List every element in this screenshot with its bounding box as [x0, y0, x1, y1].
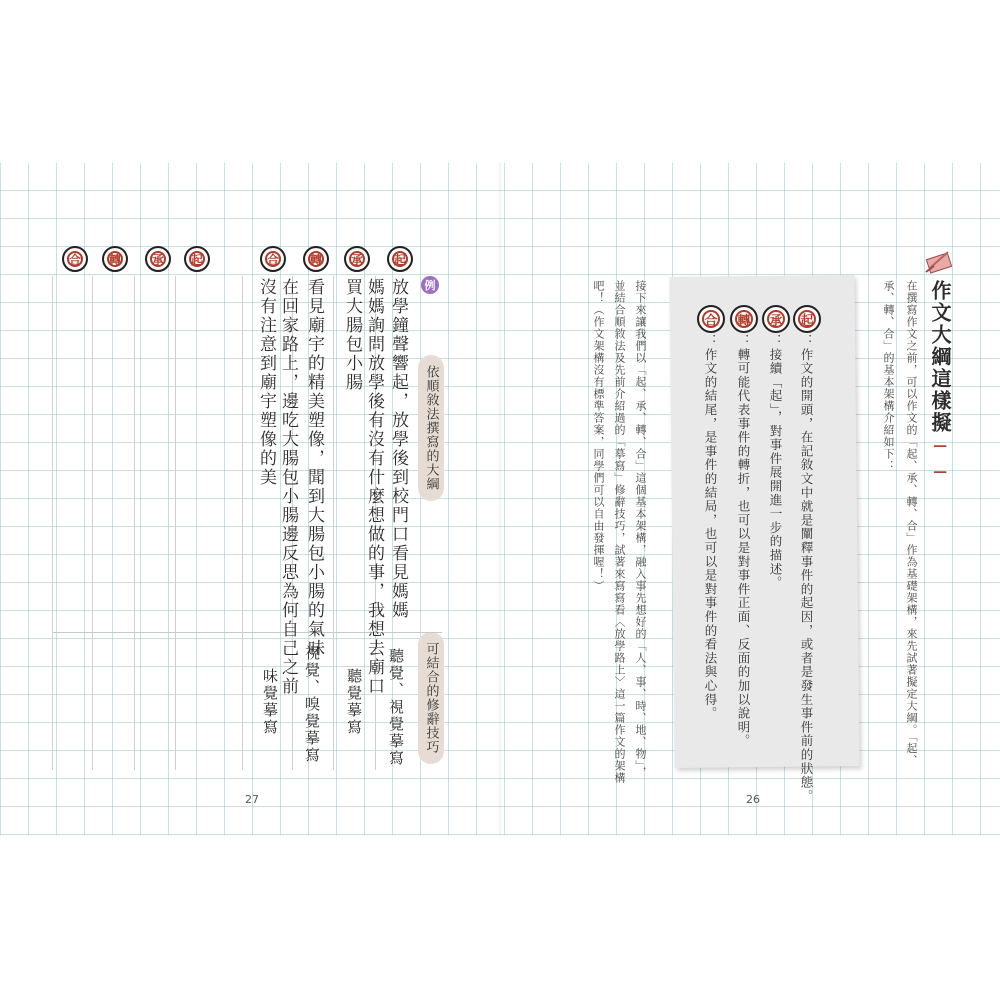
example-qi-technique: 聽覺、視覺摹寫 — [387, 648, 405, 767]
example-badge: 例 — [421, 276, 439, 294]
page-number-left: 27 — [245, 793, 259, 806]
example-cheng-technique: 聽覺摹寫 — [345, 668, 363, 736]
practice-column-line — [92, 276, 93, 770]
example-he-line1: 在回家路上，邊吃大腸包小腸邊反思為何自己之前 — [278, 278, 298, 696]
label-rhetoric: 可結合的修辭技巧 — [418, 632, 444, 764]
example-cheng-line2: 買大腸包小腸 — [342, 278, 362, 392]
example-qi-line1: 放學鐘聲響起，放學後到校門口看見媽媽 — [388, 278, 408, 620]
practice-mark-zhuan: 轉 — [102, 246, 128, 272]
book-gutter — [499, 163, 502, 835]
page-number-right: 26 — [746, 793, 760, 806]
row-separator — [242, 276, 243, 770]
example-he-line2: 沒有注意到廟宇塑像的美 — [256, 278, 276, 487]
mark-zhuan: 轉 — [730, 305, 758, 333]
mark-cheng: 承 — [762, 305, 790, 333]
example-mark-he: 合 — [260, 246, 286, 272]
item-cheng-text: ：接續「起」，對事件展開進一步的描述。 — [768, 334, 783, 590]
row-separator — [333, 276, 334, 770]
practice-column-line — [175, 276, 176, 770]
body-text-col3: 吧！（作文架構沒有標準答案，同學們可以自由發揮喔！） — [592, 280, 605, 592]
example-mark-zhuan: 轉 — [303, 246, 329, 272]
intro-text-col1: 在撰寫作文之前，可以作文的「起、承、轉、合」作為基礎架構，來先試著擬定大綱。「起、 — [905, 280, 918, 767]
item-qi-text: ：作文的開頭，在記敘文中就是闡釋事件的起因，或者是發生事件前的狀態。 — [799, 334, 814, 804]
example-zhuan-technique: 視覺、嗅覺摹寫 — [303, 645, 321, 764]
example-mark-qi: 起 — [387, 246, 413, 272]
example-cheng-line1: 媽媽詢問放學後有沒有什麼想做的事，我想去廟口 — [364, 278, 384, 696]
label-outline: 依順敘法撰寫的大綱 — [418, 355, 444, 501]
item-zhuan-text: ：轉可能代表事件的轉折，也可以是對事件正面、反面的加以說明。 — [736, 334, 751, 748]
example-mark-cheng: 承 — [344, 246, 370, 272]
title-decoration-icon — [924, 248, 954, 274]
practice-mark-qi: 起 — [184, 246, 210, 272]
body-text-col2: 並結合順敘法及先前介紹過的「摹寫」修辭技巧，試著來寫寫看〈放學路上〉這一篇作文的架構 — [613, 280, 626, 784]
example-zhuan-line1: 看見廟宇的精美塑像，聞到大腸包小腸的氣味 — [304, 278, 324, 658]
intro-text-col2: 承、轉、合」的基本架構介紹如下： — [882, 280, 895, 472]
page-title: 作文大綱這樣擬── — [928, 280, 952, 486]
example-he-technique: 味覺摹寫 — [261, 668, 279, 736]
item-he-text: ：作文的結尾，是事件的結局，也可以是對事件的看法與心得。 — [703, 334, 718, 721]
practice-mark-he: 合 — [62, 246, 88, 272]
mark-qi: 起 — [793, 305, 821, 333]
mark-he: 合 — [697, 305, 725, 333]
practice-mark-cheng: 承 — [145, 246, 171, 272]
practice-column-line — [134, 276, 135, 770]
structure-card — [669, 275, 859, 768]
body-text-col1: 接下來讓我們以「起、承、轉、合」這個基本架構，融入事先想好的「人、事、時、地、物」， — [634, 280, 647, 779]
practice-column-line — [52, 276, 53, 770]
